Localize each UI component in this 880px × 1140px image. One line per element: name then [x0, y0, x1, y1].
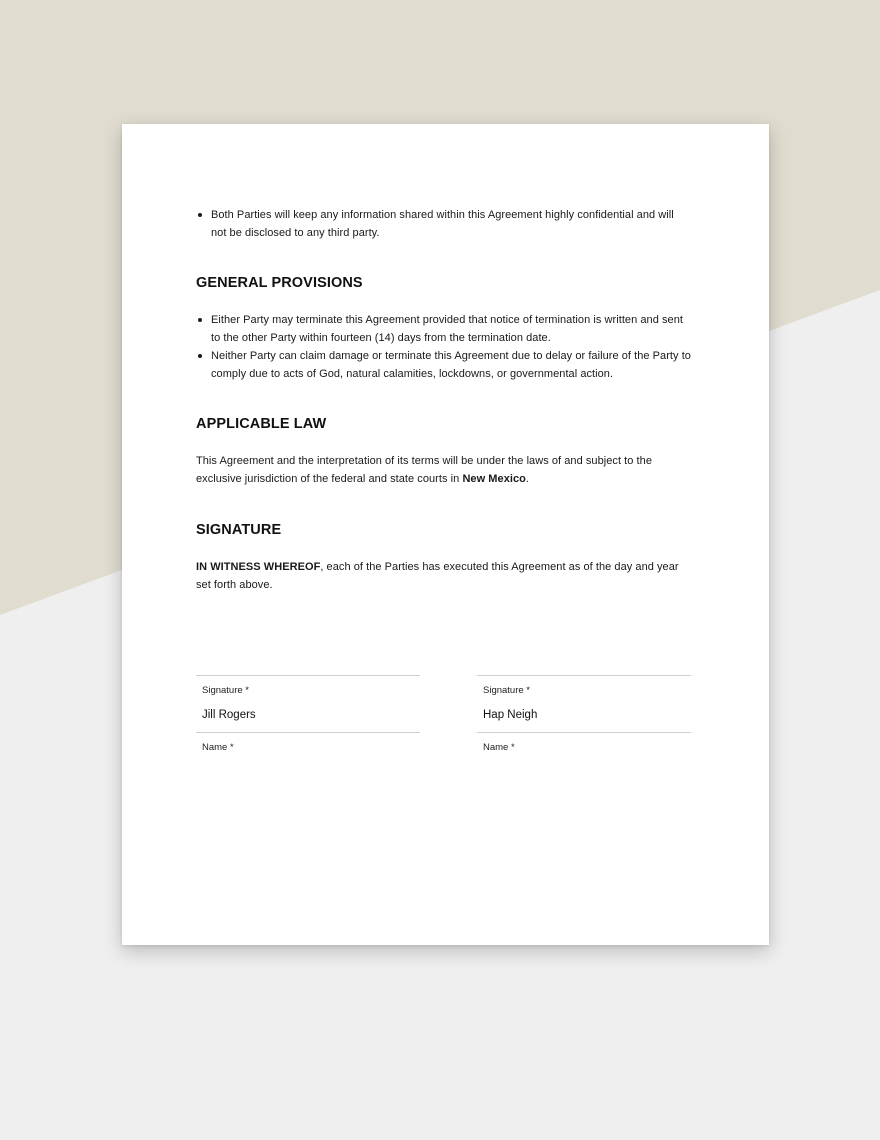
signatory-name: Hap Neigh: [483, 709, 538, 721]
signatory-right: [477, 675, 691, 755]
bullet-text: Both Parties will keep any information shared within this Agreement highly confidential and will not be disclosed to any third party.: [211, 209, 674, 239]
law-location: New Mexico: [462, 473, 526, 485]
signature-line: [477, 675, 691, 676]
intro-bullet-list: [196, 206, 691, 242]
applicable-law-heading: APPLICABLE LAW: [196, 416, 327, 432]
name-line: [196, 732, 420, 733]
signature-heading: SIGNATURE: [196, 522, 282, 538]
general-provisions-heading: GENERAL PROVISIONS: [196, 275, 363, 291]
list-item: [196, 206, 691, 242]
list-item: [196, 311, 691, 347]
witness-bold: IN WITNESS WHEREOF: [196, 561, 321, 573]
witness-paragraph: [196, 558, 691, 594]
bullet-icon: [198, 213, 202, 217]
law-text-end: .: [525, 473, 530, 485]
signatory-left: [196, 675, 420, 755]
bullet-text: Neither Party can claim damage or terminate this Agreement due to delay or failure of the Party to comply due to acts of God, natural calamities, lockdowns, or governmental action.: [211, 350, 691, 380]
signature-block: [196, 675, 691, 775]
bullet-icon: [198, 318, 202, 322]
signature-label: Signature *: [483, 685, 531, 696]
signature-label: Signature *: [202, 685, 250, 696]
witness-text: , each of the Parties has executed this Agreement as of the day and year set forth above.: [196, 561, 679, 591]
bullet-icon: [198, 354, 202, 358]
bullet-text: Either Party may terminate this Agreement provided that notice of termination is written and sent to the other Party within fourteen (14) days from the termination date.: [211, 314, 683, 344]
name-line: [477, 732, 691, 733]
signatory-name: Jill Rogers: [202, 709, 256, 721]
name-label: Name *: [483, 742, 515, 753]
signature-line: [196, 675, 420, 676]
name-label: Name *: [202, 742, 234, 753]
law-text: This Agreement and the interpretation of its terms will be under the laws of and subject to the exclusive jurisdiction of the federal and state courts in: [196, 455, 652, 485]
list-item: [196, 347, 691, 383]
applicable-law-paragraph: [196, 452, 691, 488]
general-provisions-list: [196, 311, 691, 383]
document-page: [122, 124, 769, 945]
